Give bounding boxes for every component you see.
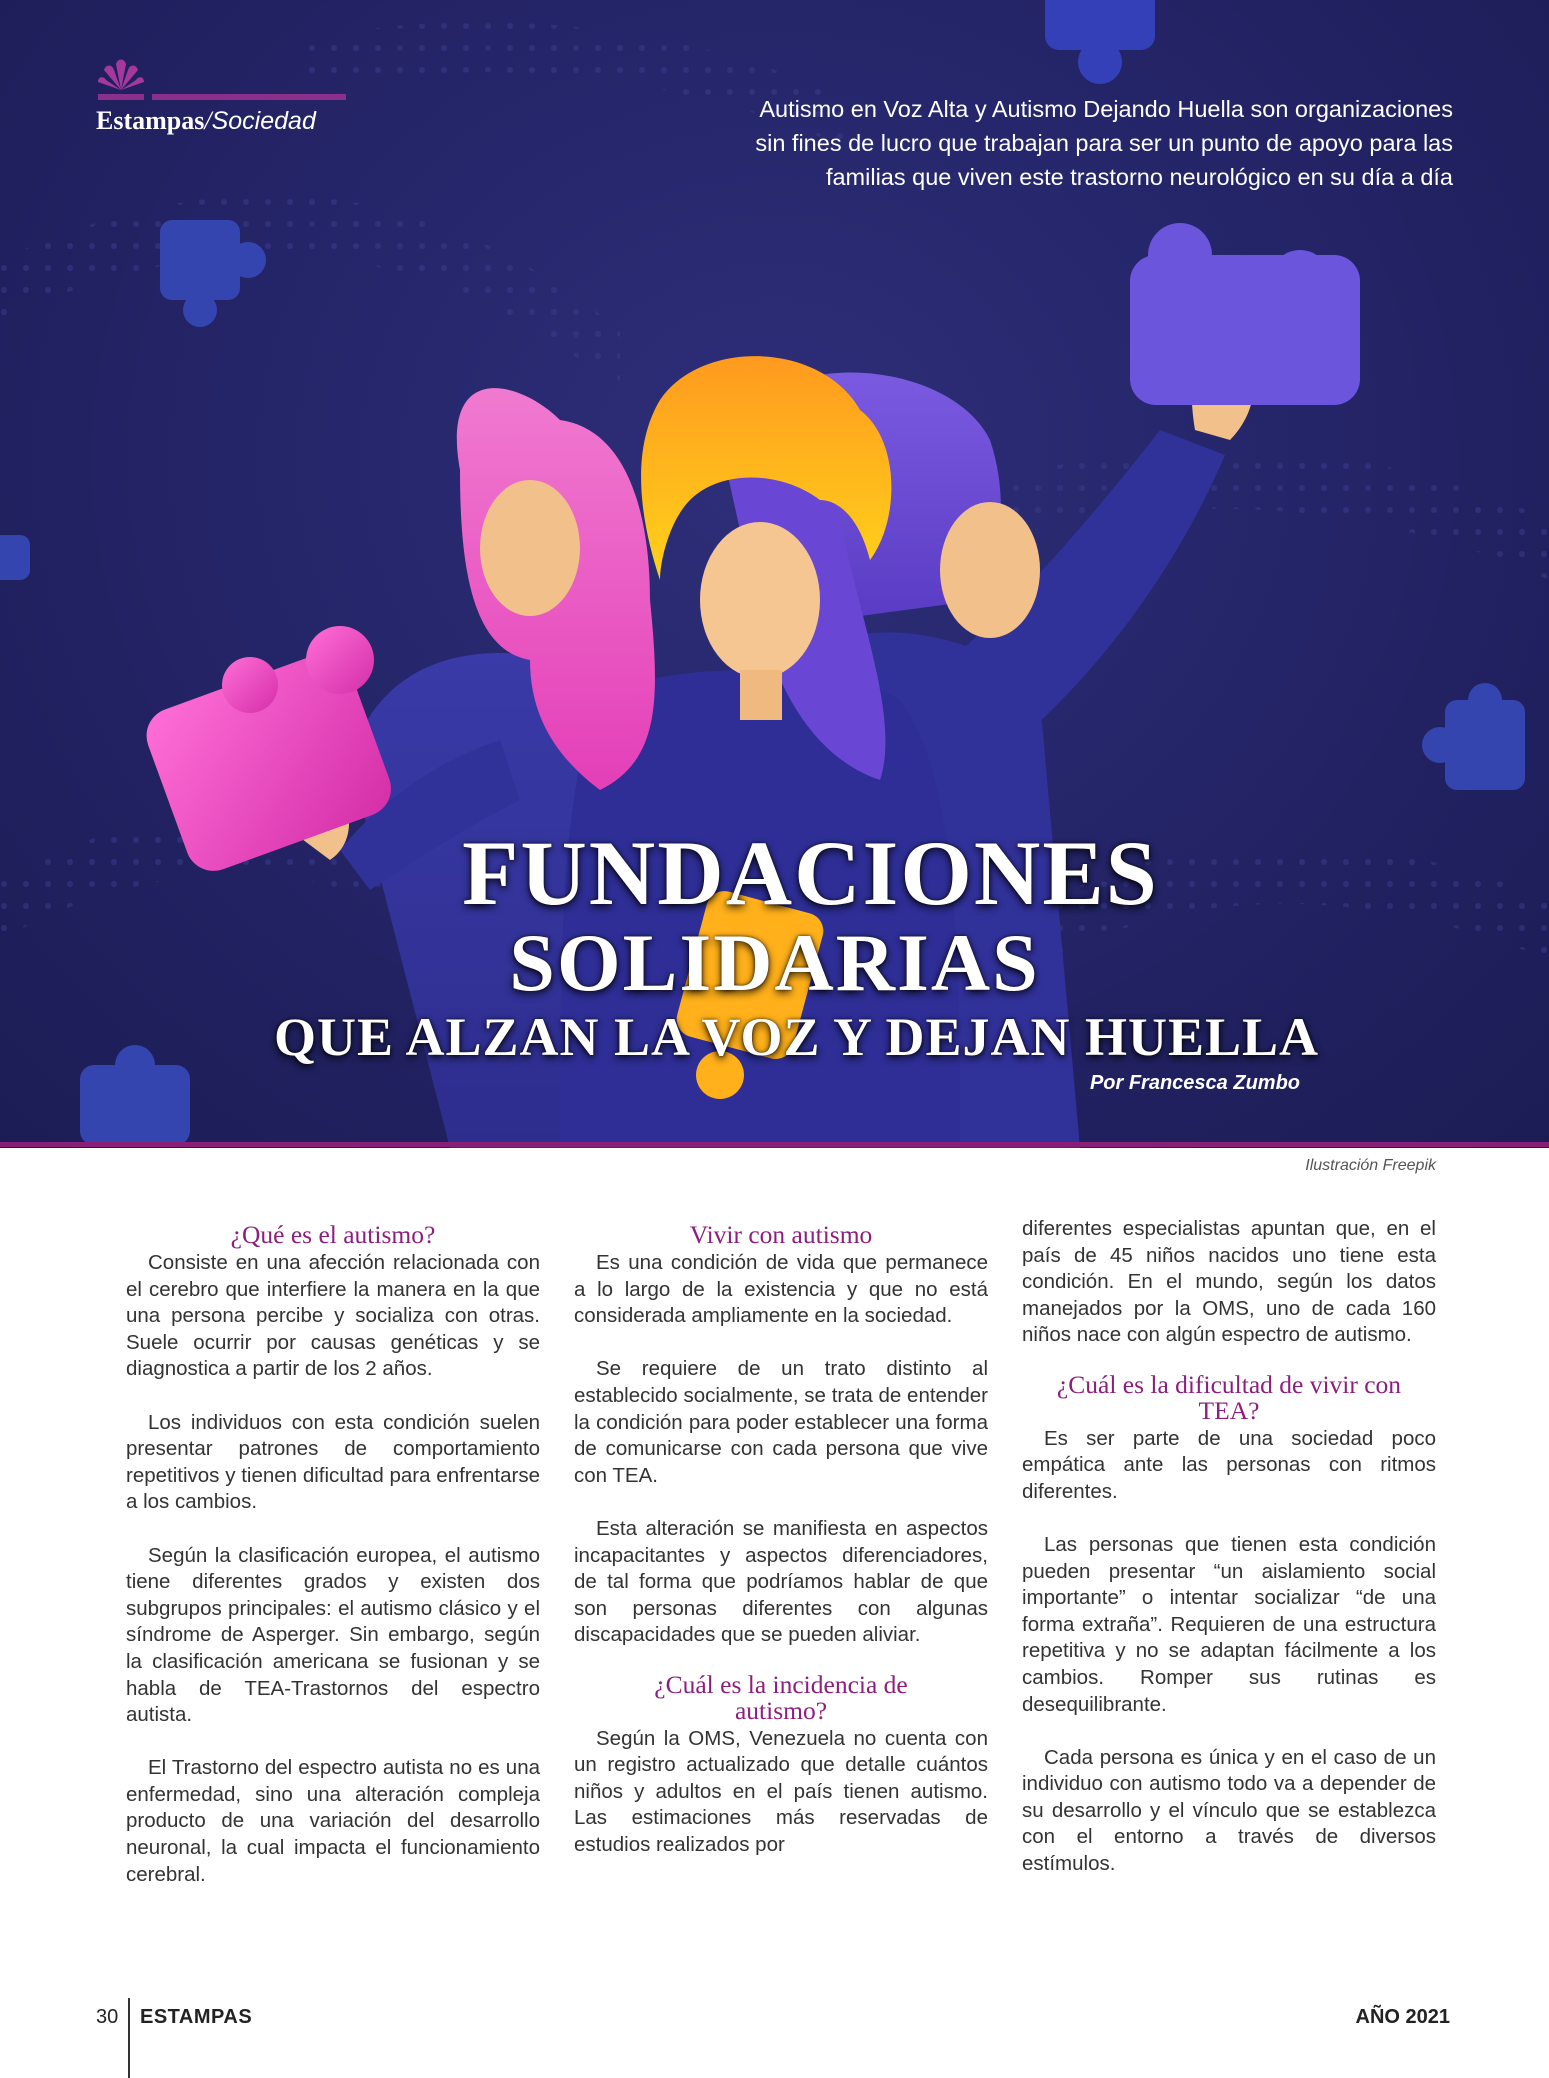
subheading-vivir: Vivir con autismo <box>689 1220 873 1249</box>
section-separator: / <box>204 106 212 135</box>
subheading-incidencia: ¿Cuál es la incidencia de autismo? <box>654 1669 908 1725</box>
section-category: Sociedad <box>211 107 316 135</box>
paragraph: Las personas que tienen esta condición pueden presentar “un aislamiento social importante” o intentar socializar “de una forma extraña”. Requieren de una estructura repetitiva y no se adaptan fácilmente a los cambios. Romper sus rutinas es desequilibrante. <box>1022 1532 1436 1716</box>
tag-rule <box>152 94 346 100</box>
paragraph: Es ser parte de una sociedad poco empática ante las personas con ritmos diferentes. <box>1022 1426 1436 1503</box>
paragraph: Según la clasificación europea, el autismo tiene diferentes grados y existen dos subgrupos principales: el autismo clásico y el síndrome de Asperger. Sin embargo, según la clasificación americana se fusionan y se habla de TEA-Trastornos del espectro autista. <box>126 1543 540 1727</box>
intro-deck: Autismo en Voz Alta y Autismo Dejando Huella son organizaciones sin fines de lucro que trabajan para ser un punto de apoyo para las familias que viven este trastorno neurológico en su día a día <box>755 96 1453 190</box>
hero-divider <box>0 1142 1549 1147</box>
paragraph: Es una condición de vida que permanece a lo largo de la existencia y que no está considerada ampliamente en la sociedad. <box>574 1251 988 1328</box>
section-tag <box>96 56 356 146</box>
puzzle-piece-bg-top <box>1045 0 1155 84</box>
paragraph: Cada persona es única y en el caso de un individuo con autismo todo va a depender de su desarrollo y el vínculo que se establezca con el entorno a través de diversos estímulos. <box>1022 1745 1436 1876</box>
title-line-1: FUNDACIONES <box>462 822 1159 924</box>
issue-year: AÑO 2021 <box>1355 2006 1450 2028</box>
paragraph-continued: diferentes especialistas apuntan que, en el país de 45 niños nacidos uno tiene esta condición. En el mundo, según los datos manejados por la OMS, uno de cada 160 niños nace con algún espectro de autismo. <box>1022 1217 1436 1347</box>
puzzle-piece-bg-edge <box>0 535 30 580</box>
paragraph: Se requiere de un trato distinto al establecido socialmente, se trata de entender la condición para poder establecer una forma de comunicarse con cada persona que vive con TEA. <box>574 1357 988 1487</box>
section-label <box>96 106 316 136</box>
page-number: 30 <box>96 2006 119 2028</box>
paragraph: Los individuos con esta condición suelen presentar patrones de comportamiento repetitivos y tienen dificultad para enfrentarse a los cambios. <box>126 1410 540 1514</box>
magazine-name: ESTAMPAS <box>140 2006 253 2028</box>
title-line-2: SOLIDARIAS <box>509 917 1040 1008</box>
paragraph: Consiste en una afección relacionada con el cerebro que interfiere la manera en la que una persona percibe y socializa con otras. Suele ocurrir por causas genéticas y se diagnostica a partir de los 2 años. <box>126 1251 540 1381</box>
paragraph: Esta alteración se manifiesta en aspectos incapacitantes y aspectos diferenciadores, de tal forma que podríamos hablar de que son personas diferentes con algunas discapacidades que se pueden aliviar. <box>574 1516 988 1647</box>
flower-icon <box>96 56 146 94</box>
article-column-1 <box>126 1222 540 1915</box>
paragraph: Según la OMS, Venezuela no cuenta con un registro actualizado que detalle cuántos niños y adultos en el país tienen autismo. Las estimaciones más reservadas de estudios realizados por <box>574 1726 988 1856</box>
section-brand: Estampas <box>96 106 205 135</box>
footer-rule <box>128 1998 130 2078</box>
byline: Por Francesca Zumbo <box>1089 1072 1300 1094</box>
puzzle-piece-bg-right <box>1422 683 1525 790</box>
puzzle-piece-purple <box>1130 223 1360 405</box>
subheading-dificultad: ¿Cuál es la dificultad de vivir con TEA? <box>1056 1369 1402 1425</box>
article-column-2 <box>574 1222 988 1885</box>
article-column-3 <box>1022 1216 1436 1904</box>
image-credit: Ilustración Freepik <box>1305 1157 1436 1174</box>
paragraph: El Trastorno del espectro autista no es una enfermedad, sino una alteración compleja producto de una variación del desarrollo neuronal, la cual impacta el funcionamiento cerebral. <box>126 1756 540 1886</box>
subheading-que-es: ¿Qué es el autismo? <box>230 1220 436 1249</box>
tag-rule-left <box>98 94 144 100</box>
title-line-3: QUE ALZAN LA VOZ Y DEJAN HUELLA <box>273 1007 1320 1067</box>
